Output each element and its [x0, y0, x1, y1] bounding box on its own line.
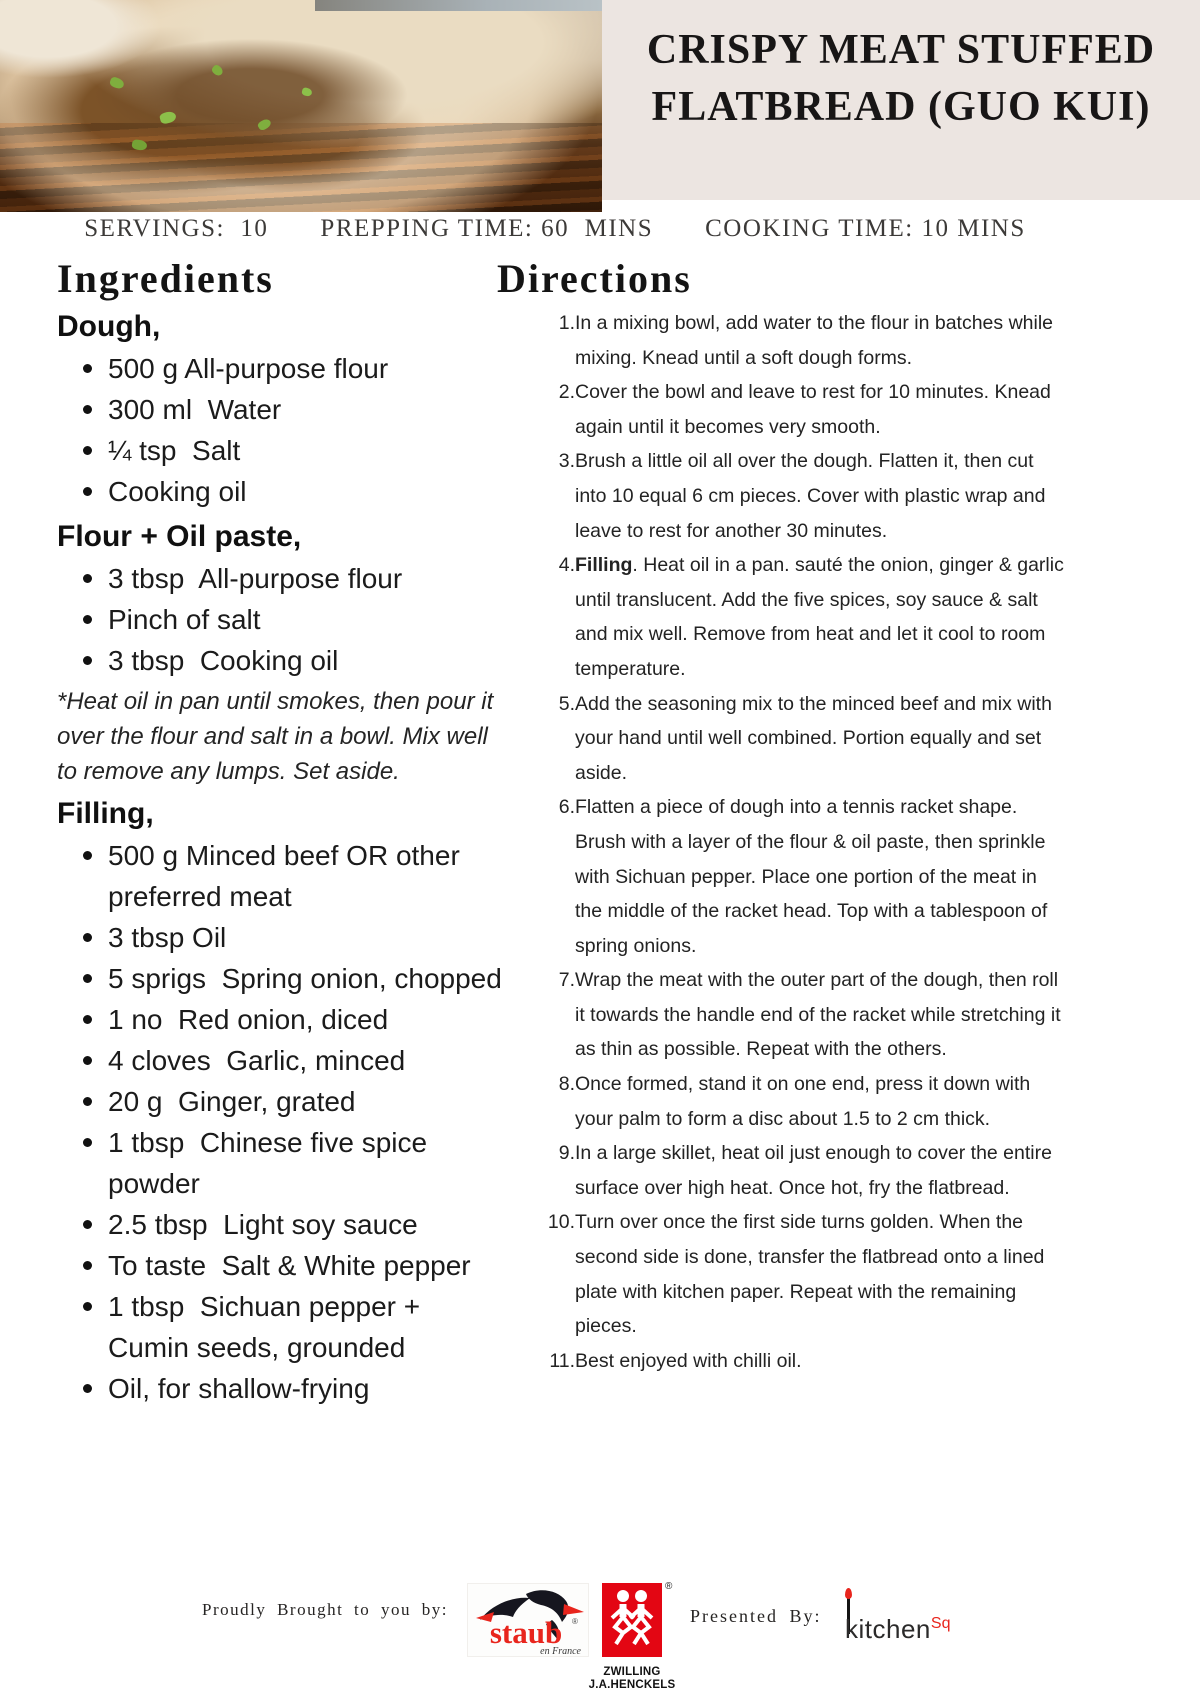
direction-step — [497, 1205, 1075, 1343]
presented-by-label: Presented By: — [690, 1606, 822, 1626]
recipe-title-line1: CRISPY MEAT STUFFED — [646, 27, 1156, 73]
ingredient-item: 4 cloves Garlic, minced — [108, 1040, 508, 1081]
direction-step-number: 6. — [558, 796, 575, 819]
direction-step-number: 5. — [558, 692, 575, 715]
photo-top-strip — [315, 0, 602, 11]
scallion-speck — [109, 76, 126, 90]
kitchensq-wordmark — [845, 1614, 950, 1645]
ingredient-item: Oil, for shallow-frying — [108, 1368, 508, 1409]
direction-step — [497, 1067, 1075, 1136]
scallion-speck — [210, 64, 224, 78]
ingredient-item: 500 g All-purpose flour — [108, 348, 508, 389]
direction-step-text: Flatten a piece of dough into a tennis racket shape. Brush with a layer of the flour & oil paste, then sprinkle with Sichuan pepper. Place one portion of the meat in the middle of the racket head. Top with a tablespoon of spring onions. — [575, 796, 1053, 957]
direction-step — [497, 1136, 1075, 1205]
direction-step — [497, 687, 1075, 791]
direction-step — [497, 444, 1075, 548]
brought-by-label: Proudly Brought to you by: — [202, 1600, 449, 1619]
recipe-title-line2: FLATBREAD (GUO KUI) — [651, 84, 1151, 130]
ingredient-item: To taste Salt & White pepper — [108, 1245, 508, 1286]
direction-step — [497, 375, 1075, 444]
direction-step-text: Cover the bowl and leave to rest for 10 minutes. Knead again until it becomes very smooth. — [575, 381, 1057, 438]
direction-step — [497, 790, 1075, 963]
meta-prep-time: PREPPING TIME: 60 MINS — [320, 215, 654, 242]
recipe-meta-bar — [0, 212, 1155, 246]
ingredient-item: 300 ml Water — [108, 389, 508, 430]
kitchensq-sup: Sq — [930, 1615, 951, 1632]
ingredient-section-title: Filling, — [57, 797, 154, 830]
zwilling-wordmark — [572, 1666, 692, 1692]
ingredient-list — [57, 835, 508, 1409]
ingredients-sections — [57, 306, 509, 1409]
meta-cook-time: COOKING TIME: 10 MINS — [705, 215, 1026, 242]
direction-step-text: Wrap the meat with the outer part of the dough, then roll it towards the handle end of the racket while stretching it as thin as possible. Repeat with the others. — [575, 969, 1067, 1061]
svg-text:®: ® — [572, 1617, 578, 1626]
recipe-photo — [0, 0, 602, 212]
staub-logo — [468, 1584, 588, 1656]
zwilling-twins-icon — [602, 1583, 662, 1657]
directions-heading: Directions — [497, 256, 692, 301]
kitchensq-logo — [840, 1592, 980, 1656]
direction-step-text: Filling. Heat oil in a pan. sauté the onion, ginger & garlic until translucent. Add the five spices, soy sauce & salt and mix well. Remove from heat and let it cool to room temperature. — [575, 554, 1070, 680]
ingredient-item: 5 sprigs Spring onion, chopped — [108, 958, 508, 999]
meta-servings: SERVINGS: 10 — [84, 215, 269, 242]
ingredient-list — [57, 558, 508, 681]
direction-step-text: Best enjoyed with chilli oil. — [575, 1349, 802, 1372]
header-title-block — [602, 0, 1200, 200]
direction-step-text: In a large skillet, heat oil just enough to cover the entire surface over high heat. Once hot, fry the flatbread. — [575, 1142, 1058, 1199]
ingredient-item: 1 tbsp Chinese five spice powder — [108, 1122, 508, 1204]
direction-step-text: Once formed, stand it on one end, press it down with your palm to form a disc about 1.5 to 2 cm thick. — [575, 1073, 1036, 1130]
ingredient-section-title: Flour + Oil paste, — [57, 520, 302, 553]
svg-text:en France: en France — [540, 1646, 581, 1656]
directions-list — [497, 306, 1075, 1378]
zwilling-logo — [602, 1583, 662, 1657]
directions-column — [497, 256, 1075, 1378]
direction-step-number: 7. — [558, 969, 575, 992]
zwilling-line2: J.A.HENCKELS — [588, 1679, 676, 1691]
svg-text:staub: staub — [489, 1615, 563, 1650]
ingredients-heading: Ingredients — [57, 256, 274, 301]
direction-step-number: 4. — [558, 554, 575, 577]
scallion-speck — [257, 117, 273, 131]
direction-step — [497, 1344, 1075, 1379]
direction-step-text: Add the seasoning mix to the minced beef and mix with your hand until well combined. Portion equally and set aside. — [575, 692, 1058, 784]
direction-step-text: Turn over once the first side turns golden. When the second side is done, transfer the flatbread onto a lined plate with kitchen paper. Repeat with the remaining pieces. — [575, 1211, 1050, 1338]
ingredient-item: 1 no Red onion, diced — [108, 999, 508, 1040]
staub-stork-icon — [468, 1584, 588, 1656]
direction-step-number: 10. — [547, 1211, 575, 1234]
ingredient-item: Cooking oil — [108, 471, 508, 512]
ingredient-item: ¼ tsp Salt — [108, 430, 508, 471]
ingredients-column — [57, 256, 509, 1409]
direction-step-number: 2. — [558, 381, 575, 404]
ingredient-item: 20 g Ginger, grated — [108, 1081, 508, 1122]
ingredient-item: 3 tbsp Oil — [108, 917, 508, 958]
direction-step-number: 8. — [558, 1073, 575, 1096]
ingredient-item: Pinch of salt — [108, 599, 508, 640]
ingredient-item: 1 tbsp Sichuan pepper + Cumin seeds, grounded — [108, 1286, 508, 1368]
ingredient-item: 3 tbsp Cooking oil — [108, 640, 508, 681]
ingredient-section-title: Dough, — [57, 310, 161, 343]
direction-step — [497, 548, 1075, 686]
ingredient-item: 500 g Minced beef OR other preferred meat — [108, 835, 508, 917]
direction-step-number: 1. — [558, 312, 575, 334]
direction-step-number: 11. — [549, 1349, 575, 1372]
direction-step — [497, 963, 1075, 1067]
kitchensq-name: kitchen — [845, 1614, 931, 1644]
direction-step-number: 3. — [558, 450, 575, 473]
scallion-speck — [301, 87, 313, 97]
direction-step-number: 9. — [558, 1142, 575, 1165]
scallion-speck — [159, 110, 177, 125]
direction-step-text: Brush a little oil all over the dough. Flatten it, then cut into 10 equal 6 cm pieces. Cover with plastic wrap and leave to rest for another 30 minutes. — [575, 450, 1051, 542]
ingredient-list — [57, 348, 508, 512]
zwilling-line1: ZWILLING — [603, 1666, 661, 1678]
zwilling-registered-mark: ® — [665, 1581, 673, 1592]
scallion-speck — [131, 139, 147, 151]
direction-step — [497, 306, 1075, 375]
ingredient-note: *Heat oil in pan until smokes, then pour it over the flour and salt in a bowl. Mix well to remove any lumps. Set aside. — [57, 688, 494, 785]
ingredient-item: 2.5 tbsp Light soy sauce — [108, 1204, 508, 1245]
ingredient-item: 3 tbsp All-purpose flour — [108, 558, 508, 599]
direction-step-text: In a mixing bowl, add water to the flour in batches while mixing. Knead until a soft dough forms. — [575, 312, 1059, 369]
